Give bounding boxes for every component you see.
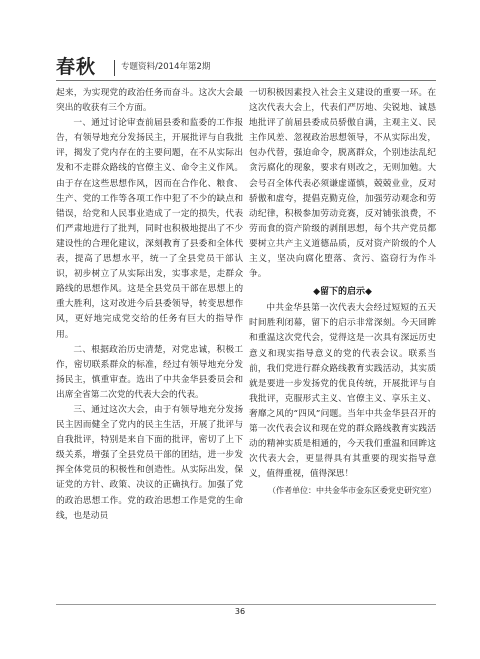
right-column — [249, 86, 436, 498]
journal-brand: 春秋 — [56, 56, 97, 78]
section-heading: ◆留下的启示◆ — [313, 287, 372, 298]
paragraph: 起来，为实现党的政治任务而奋斗。这次大会最突出的收获有三个方面。 — [56, 88, 243, 114]
paragraph: 中共金华县第一次代表大会经过短短的五天时间胜利闭幕，留下的启示非常深刻。今天回眸和重温这次党代会，觉得这是一次具有深远历史意义和现实指导意义的党的代表会议。联系当前，我们党进行群众路线教育实践活动，其实质就是要进一步发扬党的优良传统，开展批评与自我批评，克服形式主义、官僚主义、享乐主义、奢靡之风的“四风”问题。当年中共金华县召开的第一次代表会议和现在党的群众路线教育实践活动的精神实质是相通的，今天我们重温和回眸这次代表大会，更显得具有其重要的现实指导意义，值得重视，值得深思！ — [249, 303, 436, 480]
header-divider — [114, 60, 115, 76]
paragraph: 一切积极因素投入社会主义建设的重要一环。在这次代表大会上，代表们严厉地、尖锐地、诚恳地批评了前届县委成员骄傲自满，主观主义、民主作风差、忽视政治思想领导，不从实际出发，包办代替，强迫命令，脱离群众，个别违法乱纪贪污腐化的现象，要求有则改之，无则加勉。大会号召全体代表必须谦虚谨慎，兢兢业业，反对骄傲和虚夸，提倡克勤克俭，加强劳动观念和劳动纪律，积极参加劳动竞赛，反对铺张浪费，不劳而食的资产阶级的剥削思想，每个共产党员都要树立共产主义道德品质，反对资产阶级的个人主义，坚决向腐化堕落、贪污、盗窃行为作斗争。 — [249, 88, 436, 280]
paragraph: 三、通过这次大会，由于有领导地充分发扬民主因而健全了党内的民主生活，开展了批评与自我批评，特别是来自下面的批评，密切了上下级关系，增强了全县党员干部的团结，进一步发挥全体党员的积极性和创造性。从实际出发，保证党的方针、政策、决议的正确执行。加强了党的政治思想工作。党的政治思想工作是党的生命线，也是动员 — [56, 404, 243, 521]
author-note: （作者单位：中共金华市金东区委党史研究室） — [268, 486, 436, 496]
issue-label: 专题资料/2014年第2期 — [121, 62, 211, 72]
paragraph: 二、根据政治历史清楚，对党忠诚，积极工作，密切联系群众的标准，经过有领导地充分发扬民主，慎重审查。选出了中共金华县委员会和出席全省第二次党的代表大会的代表。 — [56, 344, 243, 400]
header-rule — [56, 80, 436, 81]
page-header — [56, 56, 436, 78]
footer-rule — [56, 604, 436, 605]
left-column — [56, 86, 243, 524]
paragraph: 一、通过讨论审查前届县委和监委的工作报告，有领导地充分发扬民主，开展批评与自我批评，揭发了党内存在的主要问题，在不从实际出发和不走群众路线的官僚主义、命令主义作风。由于存在这些思想作风，因而在合作化、粮食、生产、党的工作等各项工作中犯了不少的缺点和错误，给党和人民事业造成了一定的损失，代表们严肃地进行了批判，同时也积极地提出了不少建设性的合理化建议，深刻教育了县委和全体代表，提高了思想水平，统一了全县党员干部认识，初步树立了从实际出发，实事求是，走群众路线的思想作风。这是全县党员干部在思想上的重大胜利，这对改进今后县委领导，转变思想作风，更好地完成党交给的任务有巨大的指导作用。 — [56, 118, 243, 340]
page-number: 36 — [234, 607, 246, 616]
